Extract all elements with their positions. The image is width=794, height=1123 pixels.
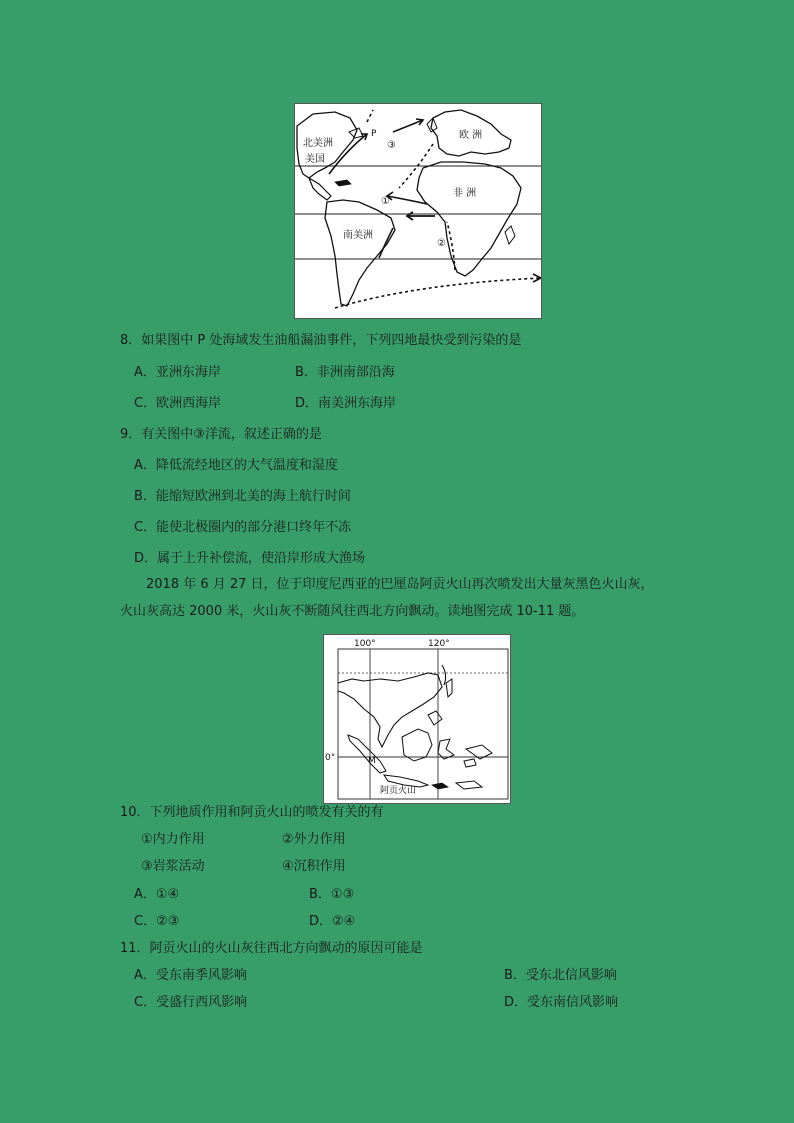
label-p: P xyxy=(371,129,377,139)
q10-option-d[interactable]: D．②④ xyxy=(309,914,356,929)
q10-item-4: ④沉积作用 xyxy=(282,859,346,874)
q10-item-2: ②外力作用 xyxy=(282,832,346,847)
q11-option-a[interactable]: A．受东南季风影响 xyxy=(134,968,247,983)
label-current-3: ③ xyxy=(387,140,396,151)
passage-line-1: 2018 年 6 月 27 日，位于印度尼西亚的巴厘岛阿贡火山再次喷发出大量灰黑色火山灰， xyxy=(146,577,654,592)
borneo-island xyxy=(402,729,432,761)
ocean-current-map xyxy=(294,103,542,319)
q11-option-c[interactable]: C．受盛行西风影响 xyxy=(134,995,248,1010)
label-m: M xyxy=(368,756,376,766)
current-3-arrow xyxy=(393,120,423,132)
q11-option-d[interactable]: D．受东南信风影响 xyxy=(504,995,619,1010)
mainland-asia xyxy=(338,673,442,747)
label-lat-0: 0° xyxy=(325,753,336,763)
label-lon-100: 100° xyxy=(354,639,376,649)
q9-option-a[interactable]: A．降低流经地区的大气温度和湿度 xyxy=(134,458,338,473)
passage-line-2: 火山灰高达 2000 米，火山灰不断随风往西北方向飘动。读地图完成 10-11 题。 xyxy=(120,604,585,619)
q8-option-a[interactable]: A．亚洲东海岸 xyxy=(134,365,221,380)
q10-option-c[interactable]: C．②③ xyxy=(134,914,180,929)
current-arrow xyxy=(329,134,367,174)
label-south-america: 南美洲 xyxy=(343,230,373,241)
q8-option-d[interactable]: D．南美洲东海岸 xyxy=(295,396,397,411)
west-wind-drift xyxy=(335,278,541,308)
current-arrow xyxy=(379,228,393,258)
southeast-asia-map xyxy=(323,634,511,804)
label-current-1: ① xyxy=(381,196,390,207)
q9-option-b[interactable]: B．能缩短欧洲到北美的海上航行时间 xyxy=(134,489,351,504)
sumatra-island xyxy=(348,735,386,773)
q11-stem: 11．阿贡火山的火山灰往西北方向飘动的原因可能是 xyxy=(120,941,423,956)
label-current-2: ② xyxy=(437,238,446,249)
q10-item-1: ①内力作用 xyxy=(141,832,205,847)
label-lon-120: 120° xyxy=(428,639,450,649)
label-usa: 美国 xyxy=(305,154,325,165)
current-1-arrow xyxy=(387,196,427,204)
q10-stem: 10．下列地质作用和阿贡火山的喷发有关的有 xyxy=(120,805,384,820)
q9-stem: 9．有关图中③洋流，叙述正确的是 xyxy=(120,427,322,442)
q9-option-d[interactable]: D．属于上升补偿流，使沿岸形成大渔场 xyxy=(134,551,366,566)
label-volcano: 阿贡火山 xyxy=(380,786,417,796)
q10-item-3: ③岩浆活动 xyxy=(141,859,205,874)
label-north-america: 北美洲 xyxy=(303,138,333,149)
dashed-current xyxy=(367,110,373,122)
q10-option-a[interactable]: A．①④ xyxy=(134,887,180,902)
q11-option-b[interactable]: B．受东北信风影响 xyxy=(504,968,617,983)
label-europe: 欧 洲 xyxy=(459,130,483,141)
q9-option-c[interactable]: C．能使北极圈内的部分港口终年不冻 xyxy=(134,520,352,535)
q8-stem: 8．如果图中 P 处海域发生油船漏油事件，下列四地最快受到污染的是 xyxy=(120,333,522,348)
q8-option-c[interactable]: C．欧洲西海岸 xyxy=(134,396,222,411)
q10-option-b[interactable]: B．①③ xyxy=(309,887,355,902)
label-africa: 非 洲 xyxy=(453,188,477,199)
q8-option-b[interactable]: B．非洲南部沿海 xyxy=(295,365,395,380)
south-america-landmass xyxy=(325,200,395,306)
